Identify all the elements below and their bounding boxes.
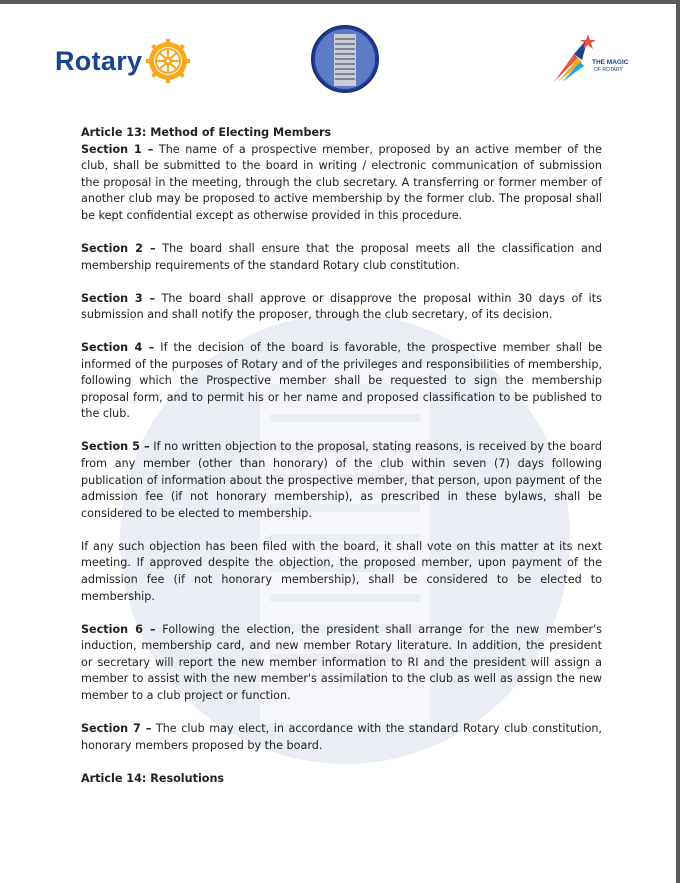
section-5-label: Section 5 – — [81, 440, 150, 454]
section-2-text: The board shall ensure that the proposal meets all the classification and membership requirements of the standard Rotary club constitution. — [81, 241, 602, 272]
rocket-star-icon — [552, 32, 598, 84]
section-2-paragraph — [81, 241, 602, 274]
objection-paragraph: If any such objection has been filed with the board, it shall vote on this matter at its next meeting. If approved despite the objection, the proposed member, upon payment of the admission fee (if not honorary membership), shall be considered to be elected to membership. — [81, 539, 602, 603]
section-6-label: Section 6 – — [81, 622, 156, 636]
section-5-paragraph — [81, 439, 602, 522]
section-7-text: The club may elect, in accordance with the standard Rotary club constitution, honorary members proposed by the board. — [81, 721, 602, 752]
magic-title: THE MAGIC — [592, 59, 629, 66]
section-7-paragraph — [81, 721, 602, 754]
page-header — [0, 4, 676, 114]
section-6-text: Following the election, the president shall arrange for the new member's induction, membership card, and new member Rotary literature. In addition, the president or secretary will report the new member information to RI and the president will assign a member to assist with the new member's assimilation to the club as well as assign the new member to a club project or function. — [81, 622, 602, 702]
club-emblem-icon — [310, 24, 380, 94]
section-7-label: Section 7 – — [81, 721, 152, 735]
rotary-wheel-icon — [146, 39, 190, 83]
section-1-paragraph — [81, 142, 602, 225]
document-body — [81, 125, 602, 787]
article-14-title: Article 14: Resolutions — [81, 771, 225, 785]
section-2-label: Section 2 – — [81, 241, 156, 255]
document-page — [0, 4, 676, 883]
section-4-text: If the decision of the board is favorable, the prospective member shall be informed of the purposes of Rotary and of the privileges and responsibilities of membership, following which the Prospective member shall be requested to sign the membership proposal form, and to permit his or her name and proposed classification to be published to the club. — [81, 341, 602, 421]
rotary-logo — [55, 39, 190, 83]
rotary-wordmark: Rotary — [55, 45, 143, 76]
section-1-text: The name of a prospective member, proposed by an active member of the club, shall be submitted to the board in writing / electronic communication of submission the proposal in the meeting, through the club secretary. A transferring or former member of another club may be proposed to active membership by the former club. The proposal shall be kept confidential except as otherwise provided in this procedure. — [81, 142, 603, 222]
section-4-label: Section 4 – — [81, 341, 155, 355]
section-3-label: Section 3 – — [81, 291, 156, 305]
section-5-text: If no written objection to the proposal, stating reasons, is received by the board from any member (other than honorary) of the club within seven (7) days following publication of information about the prospective member, that person, upon payment of the admission fee (if not honorary membership), as prescribed in these bylaws, shall be considered to be elected to membership. — [81, 440, 602, 520]
magic-subtitle: OF ROTARY — [594, 67, 623, 73]
section-3-text: The board shall approve or disapprove the proposal within 30 days of its submission and shall notify the proposer, through the club secretary, of its decision. — [81, 291, 603, 322]
article-13-title: Article 13: Method of Electing Members — [81, 126, 332, 139]
section-6-paragraph — [81, 622, 602, 705]
section-3-paragraph — [81, 291, 602, 324]
section-4-paragraph — [81, 340, 602, 423]
magic-of-rotary-logo — [552, 32, 642, 84]
section-1-label: Section 1 – — [81, 142, 154, 156]
